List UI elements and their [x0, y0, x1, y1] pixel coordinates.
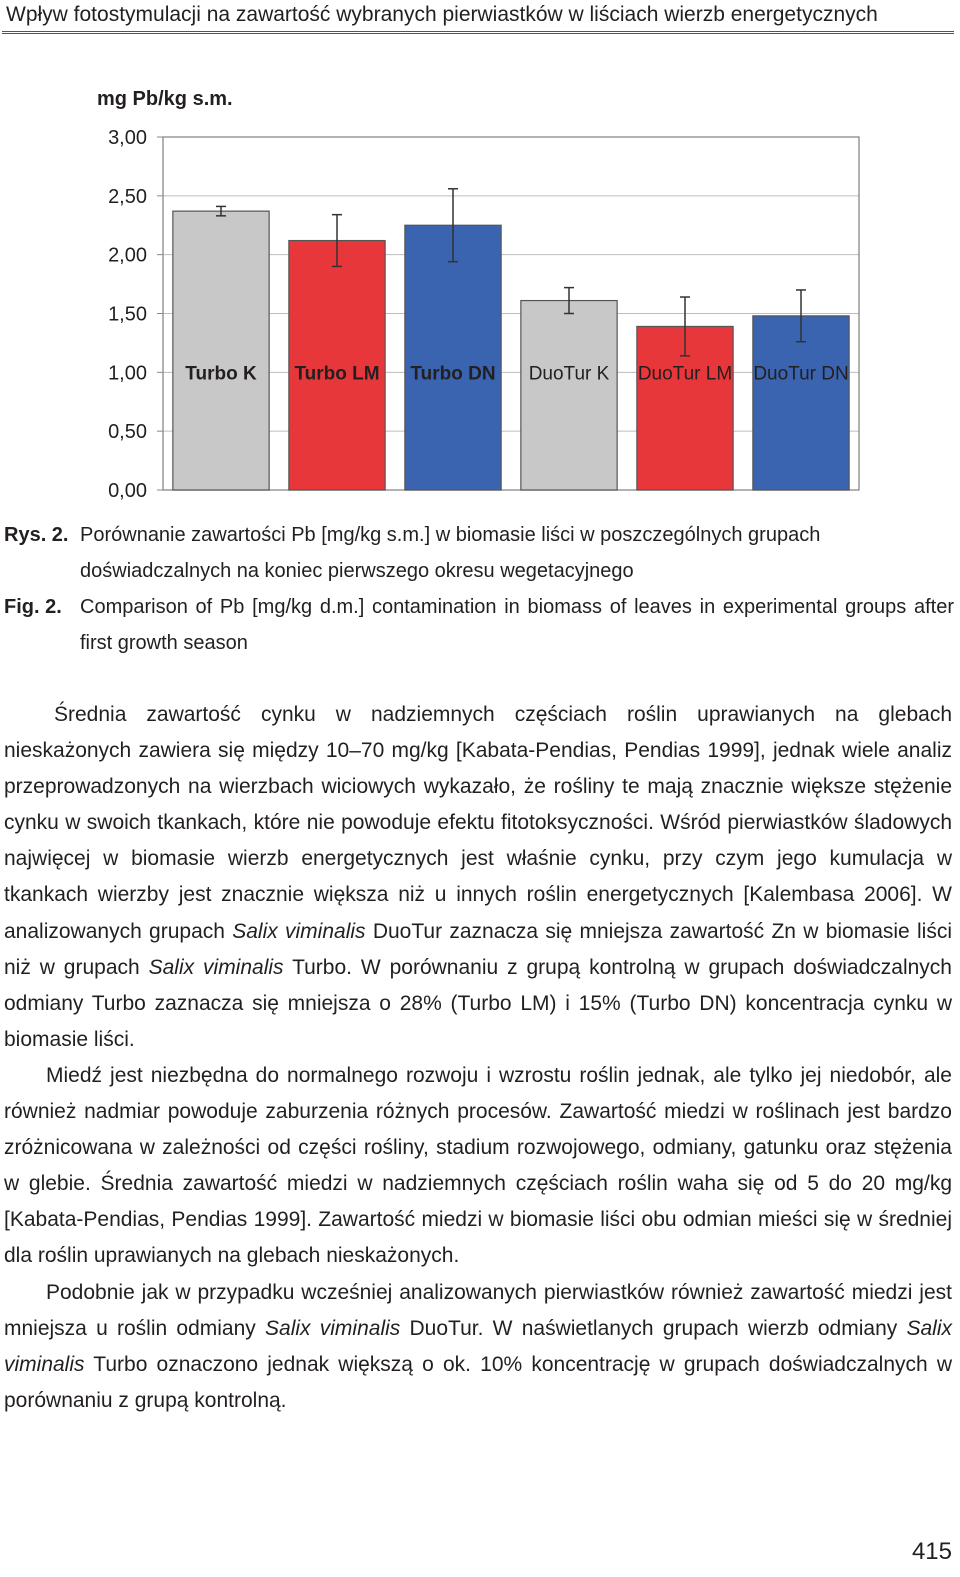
bar — [521, 301, 617, 490]
caption-text-en: Comparison of Pb [mg/kg d.m.] contamination in biomass of leaves in experimental groups after first growth season — [80, 596, 954, 654]
category-labels — [185, 363, 848, 384]
paragraph-copper-2 — [4, 1275, 952, 1419]
paragraph-copper-1 — [4, 1058, 952, 1275]
header-rule — [2, 31, 954, 34]
bar — [405, 225, 501, 490]
species-name: Salix viminalis — [148, 955, 284, 979]
y-tick-label: 2,00 — [108, 244, 147, 267]
running-header: Wpływ fotostymulacji na zawartość wybranych pierwiastków w liściach wierzb energetycznych — [6, 3, 878, 26]
category-label: Turbo K — [185, 363, 257, 385]
text-run: Turbo oznaczono jednak większą o ok. 10% koncentrację w grupach doświadczalnych w porównaniu z grupą kontrolną. — [4, 1352, 952, 1412]
y-tick-label: 1,50 — [108, 303, 147, 326]
species-name: Salix viminalis — [265, 1316, 401, 1340]
y-tick-label: 3,00 — [108, 127, 147, 149]
category-label: DuoTur K — [528, 363, 610, 385]
body-text — [4, 697, 952, 1419]
y-tick-label: 0,50 — [108, 421, 147, 444]
page-number: 415 — [911, 1538, 952, 1565]
paragraph-zinc — [4, 697, 952, 1058]
category-label: DuoTur DN — [753, 363, 849, 385]
y-tick-labels — [108, 127, 147, 502]
figure-caption-en — [4, 589, 954, 661]
text-run: Średnia zawartość cynku w nadziemnych częściach roślin uprawianych na glebach nieskażonych zawiera się między 10–70 mg/kg [Kabata-Pendias, Pendias 1999], jednak wiele analiz przeprowadzonych na wierzbach wiciowych wykazało, że rośliny te mają znacznie większe stężenie cynku w swoich tkankach, które nie powoduje efektu fitotoksyczności. Wśród pierwiastków śladowych najwięcej w biomasie wierzb energetycznych jest właśnie cynku, przy czym jego kumulacja w tkankach wierzby jest znacznie większa niż u innych roślin energetycznych [Kalembasa 2006]. W analizowanych grupach — [4, 703, 952, 943]
y-unit-label: mg Pb/kg s.m. — [97, 88, 233, 110]
text-run: Podobnie jak w przypadku wcześniej analizowanych pierwiastków również zawartość miedzi jest mniejsza u roślin odmiany — [4, 1280, 952, 1340]
category-label: Turbo LM — [294, 363, 380, 385]
bar-chart — [0, 60, 960, 510]
species-name: Salix viminalis — [4, 1316, 953, 1376]
text-run: Miedź jest niezbędna do normalnego rozwoju i wzrostu roślin jednak, ale tylko jej niedobór, ale również nadmiar powoduje zaburzenia różnych procesów. Zawartość miedzi w roślinach jest bardzo zróżnicowana w zależności od części rośliny, stadium rozwojowego, odmiany, gatunku oraz stężenia w glebie. Średnia zawartość miedzi w nadziemnych częściach roślin waha się od 5 do 20 mg/kg [Kabata-Pendias, Pendias 1999]. Zawartość miedzi w biomasie liści obu odmian mieści się w średniej dla roślin uprawianych na glebach nieskażonych. — [4, 1063, 952, 1268]
category-label: Turbo DN — [410, 363, 496, 385]
category-label: DuoTur LM — [637, 363, 733, 385]
text-run: Turbo. W porównaniu z grupą kontrolną w grupach doświadczalnych odmiany Turbo zaznacza się mniejsza o 28% (Turbo LM) i 15% (Turbo DN) koncentracja cynku w biomasie liści. — [4, 955, 952, 1051]
bar — [173, 211, 269, 490]
bars — [173, 211, 849, 490]
text-run: DuoTur zaznacza się mniejsza zawartość Zn w biomasie liści niż w grupach — [4, 919, 953, 979]
y-tick-label: 1,00 — [108, 362, 147, 385]
y-tick-label: 2,50 — [108, 185, 147, 208]
species-name: Salix viminalis — [232, 919, 366, 943]
y-tick-label: 0,00 — [108, 480, 147, 502]
caption-number-en: Fig. 2. — [4, 596, 62, 618]
figure-caption-pl — [4, 517, 954, 589]
text-run: DuoTur. W naświetlanych grupach wierzb odmiany — [400, 1316, 907, 1340]
caption-text-pl: Porównanie zawartości Pb [mg/kg s.m.] w biomasie liści w poszczególnych grupach doświadczalnych na koniec pierwszego okresu wegetacyjnego — [80, 524, 821, 582]
caption-number-pl: Rys. 2. — [4, 524, 69, 546]
